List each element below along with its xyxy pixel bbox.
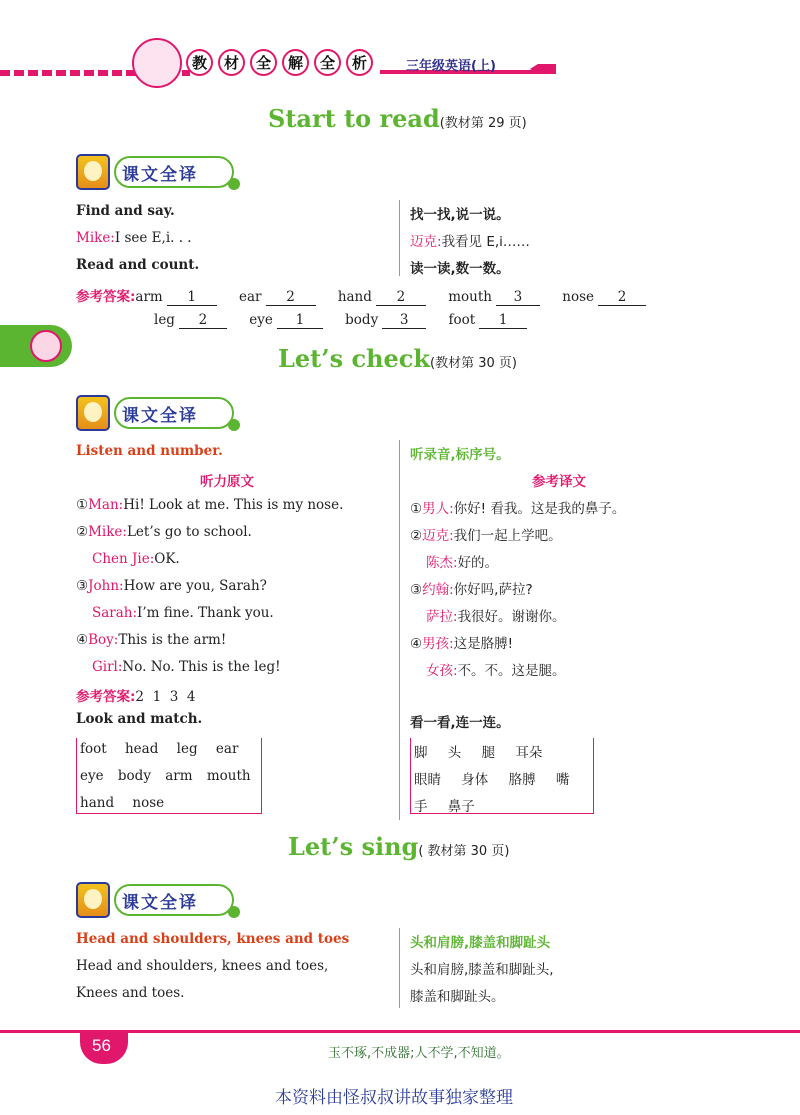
dialogue-line-cn: 萨拉:我很好。谢谢你。	[426, 609, 566, 625]
instruction-cn: 听录音,标序号。	[410, 447, 510, 463]
match-words: hand nose	[80, 795, 165, 811]
answer-row: 参考答案:arm 1 ear 2 hand 2 mouth 3 nose 2	[76, 285, 646, 306]
dialogue-line-cn: 陈杰:好的。	[426, 555, 499, 571]
lyric-line-cn: 头和肩膀,膝盖和脚趾头,	[410, 962, 554, 978]
side-tab	[0, 325, 72, 367]
book-icon	[76, 154, 110, 190]
series-char: 解	[282, 49, 309, 76]
dialogue-line-en: Mike:I see E,i. . .	[76, 230, 192, 246]
match-words: foot head leg ear	[80, 741, 239, 757]
translation-badge: 课文全译	[76, 152, 238, 194]
dialogue-line-en: ①Man:Hi! Look at me. This is my nose.	[76, 497, 344, 513]
book-icon	[76, 882, 110, 918]
dialogue-line-cn: ②迈克:我们一起上学吧。	[410, 528, 562, 544]
dialogue-line-en: Sarah:I’m fine. Thank you.	[92, 605, 274, 621]
dialogue-line-en: Girl:No. No. This is the leg!	[92, 659, 281, 675]
instruction-cn: 找一找,说一说。	[410, 207, 510, 223]
fox-mascot-icon	[30, 330, 62, 362]
dialogue-line-cn: ①男人:你好! 看我。这是我的鼻子。	[410, 501, 626, 517]
instruction-cn: 看一看,连一连。	[410, 715, 510, 731]
section-title-read: Start to read(教材第 29 页)	[268, 104, 527, 133]
instruction-en: Look and match.	[76, 711, 203, 727]
column-divider	[399, 440, 400, 820]
series-char: 材	[218, 49, 245, 76]
song-title-en: Head and shoulders, knees and toes	[76, 931, 350, 947]
translation-badge: 课文全译	[76, 880, 238, 922]
book-icon	[76, 395, 110, 431]
series-char: 全	[250, 49, 277, 76]
lyric-line-en: Head and shoulders, knees and toes,	[76, 958, 329, 974]
dialogue-line-en: Chen Jie:OK.	[92, 551, 180, 567]
match-words: 眼睛 身体 胳膊 嘴	[414, 772, 570, 788]
dialogue-line-en: ③John:How are you, Sarah?	[76, 578, 267, 594]
song-title-cn: 头和肩膀,膝盖和脚趾头	[410, 935, 551, 951]
dialogue-line-en: ②Mike:Let’s go to school.	[76, 524, 252, 540]
column-divider	[399, 928, 400, 1008]
section-title-sing: Let’s sing( 教材第 30 页)	[288, 832, 510, 861]
match-words: eye body arm mouth	[80, 768, 251, 784]
dialogue-line-cn: ④男孩:这是胳膊!	[410, 636, 514, 652]
dialogue-line-cn: ③约翰:你好吗,萨拉?	[410, 582, 533, 598]
series-char: 析	[346, 49, 373, 76]
match-words: 脚 头 腿 耳朵	[414, 745, 543, 761]
book-subtitle: 三年级英语(上)	[406, 59, 496, 74]
answer-row: leg 2 eye 1 body 3 foot 1	[154, 312, 527, 329]
lyric-line-cn: 膝盖和脚趾头。	[410, 989, 505, 1005]
footer-motto: 玉不琢,不成器;人不学,不知道。	[328, 1046, 510, 1061]
series-char: 教	[186, 49, 213, 76]
answer-row: 参考答案:2 1 3 4	[76, 689, 196, 705]
instruction-en: Listen and number.	[76, 443, 223, 459]
dialogue-line-cn: 迈克:我看见 E,i……	[410, 234, 530, 250]
dialogue-line-cn: 女孩:不。不。这是腿。	[426, 663, 566, 679]
credit-line: 本资料由怪叔叔讲故事独家整理	[275, 1088, 513, 1108]
translation-badge: 课文全译	[76, 393, 238, 435]
column-divider	[399, 200, 400, 276]
instruction-cn: 读一读,数一数。	[410, 261, 510, 277]
mascot-icon	[132, 38, 182, 88]
match-words: 手 鼻子	[414, 799, 475, 815]
translation-label: 参考译文	[532, 474, 586, 490]
script-label: 听力原文	[200, 474, 254, 490]
lyric-line-en: Knees and toes.	[76, 985, 185, 1001]
section-title-check: Let’s check(教材第 30 页)	[278, 344, 517, 373]
instruction-en: Find and say.	[76, 203, 175, 219]
dialogue-line-en: ④Boy:This is the arm!	[76, 632, 227, 648]
series-title	[186, 49, 373, 76]
instruction-en: Read and count.	[76, 257, 200, 273]
page-number: 56	[92, 1036, 111, 1055]
series-char: 全	[314, 49, 341, 76]
